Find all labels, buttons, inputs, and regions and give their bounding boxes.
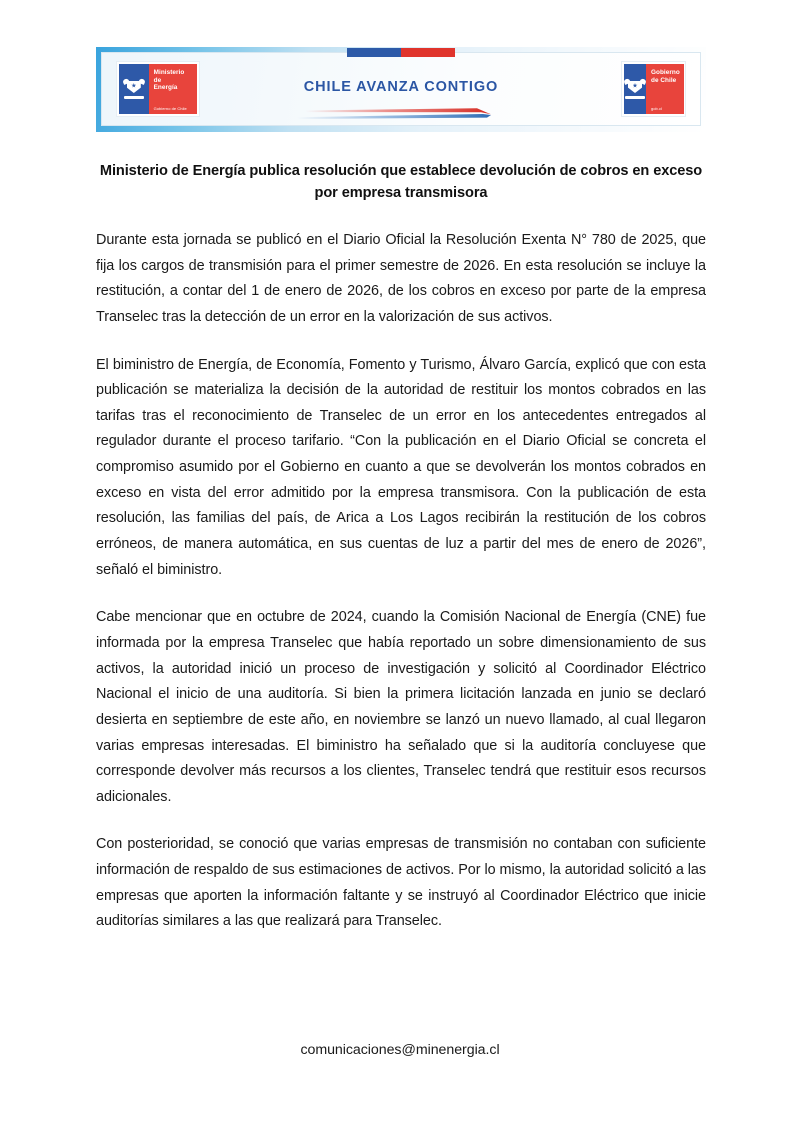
contact-email: comunicaciones@minenergia.cl <box>300 1042 500 1058</box>
logo-title <box>651 69 680 84</box>
banner-outer-frame <box>96 47 706 132</box>
logo-text-panel <box>646 64 684 114</box>
chile-flag-tab-icon <box>347 48 455 57</box>
campaign-slogan: CHILE AVANZA CONTIGO <box>303 79 499 95</box>
logo-title-line2: Energía <box>153 84 178 92</box>
page-title: Ministerio de Energía publica resolución que establece devolución de cobros en exceso por empresa transmisora <box>99 162 703 202</box>
logo-subtitle: Gobierno de Chile <box>153 106 187 111</box>
logo-crest-panel <box>624 64 646 114</box>
body-paragraph: Con posterioridad, se conoció que varias empresas de transmisión no contaban con suficiente información de respaldo de sus estimaciones de activos. Por lo mismo, la autoridad solicitó a las empresas que aporten la información faltante y se instruyó al Coordinador Eléctrico que inicie auditorías similares a las que realizará para Transelec. <box>96 836 706 930</box>
flag-tab-blue-segment <box>347 48 401 57</box>
body-paragraph: El biministro de Energía, de Economía, Fomento y Turismo, Álvaro García, explicó que con esta publicación se materializa la decisión de la autoridad de restituir los montos cobrados en las tarifas tras el reconocimiento de Transelec de un error en los antecedentes entregados al regulador durante el proceso tarifario. “Con la publicación en el Diario Oficial se concreta el compromiso asumido por el Gobierno en cuanto a que se devolverán los montos cobrados en exceso en vista del error admitido por la empresa transmisora. Con la publicación de esta resolución, las familias del país, de Arica a Los Lagos recibirán la restitución de los cobros erróneos, de manera automática, en sus cuentas de luz a partir del mes de enero de 2026”, señaló el biministro. <box>96 356 706 578</box>
gobierno-de-chile-logo <box>621 61 686 117</box>
crest-label: CHILE <box>129 96 138 100</box>
logo-title-line2: de Chile <box>651 76 677 84</box>
flag-tab-red-segment <box>401 48 455 57</box>
body-paragraph: Durante esta jornada se publicó en el Diario Oficial la Resolución Exenta N° 780 de 2025, que fija los cargos de transmisión para el primer semestre de 2026. En esta resolución se incluye la restitución, a contar del 1 de enero de 2026, de los cobros en exceso por parte de la empresa Transelec tras la detección de un error en la valorización de sus activos. <box>96 232 706 325</box>
crest-label: CHILE <box>630 96 640 100</box>
body-paragraph: Cabe mencionar que en octubre de 2024, cuando la Comisión Nacional de Energía (CNE) fue informada por la empresa Transelec que había reportado un sobre dimensionamiento de sus activos, la autoridad inició un proceso de investigación y solicitó al Coordinador Eléctrico Nacional el inicio de una auditoría. Si bien la primera licitación lanzada en junio se declaró desierta en septiembre de este año, en noviembre se lanzó un nuevo llamado, al cual llegaron varias empresas interesadas. El biministro ha señalado que si la auditoría concluyese que corresponde devolver más recursos a los clientes, Transelec tendrá que restituir esos recursos adicionales. <box>96 609 706 805</box>
header-banner <box>96 47 706 132</box>
logo-subtitle: gob.cl <box>651 106 662 111</box>
logo-title-line1: Ministerio de <box>153 69 185 84</box>
logo-title-line1: Gobierno <box>651 69 680 76</box>
document-body <box>96 228 706 935</box>
banner-inner-frame <box>101 52 701 126</box>
swoosh-graphic-icon <box>291 103 511 123</box>
chile-coat-of-arms-icon <box>624 79 646 99</box>
